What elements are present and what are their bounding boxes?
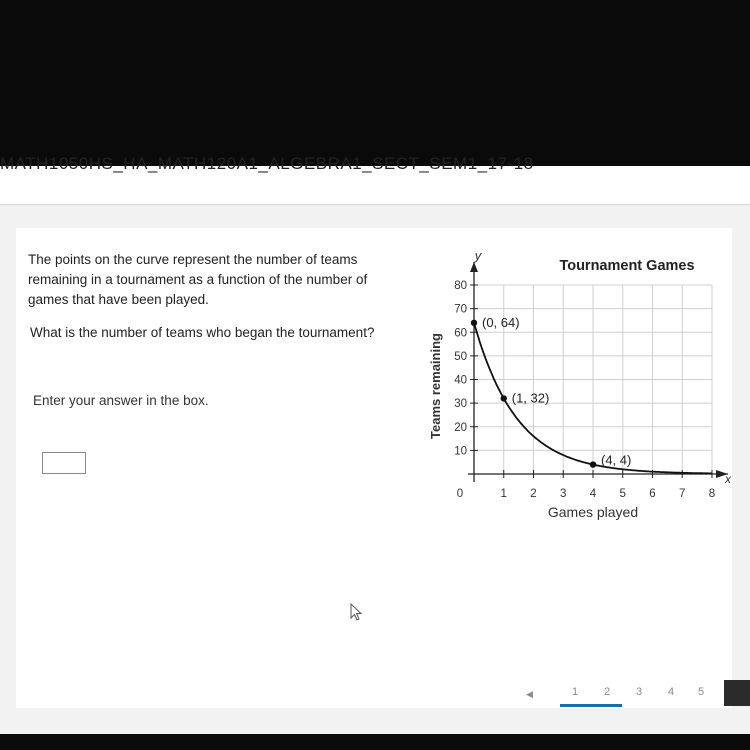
axes bbox=[468, 262, 728, 482]
x-tick-labels bbox=[501, 488, 716, 500]
next-page-button[interactable] bbox=[724, 680, 750, 706]
x-tick-label: 7 bbox=[679, 488, 686, 500]
x-tick-label: 4 bbox=[589, 488, 597, 500]
pagination bbox=[0, 680, 750, 720]
x-axis-label: Games played bbox=[547, 504, 639, 520]
question-ask: What is the number of teams who began the tournament? bbox=[30, 325, 375, 340]
x-tick-label: 2 bbox=[530, 488, 537, 500]
y-tick-label: 70 bbox=[454, 303, 467, 316]
mouse-pointer-icon bbox=[350, 603, 364, 623]
x-tick-label: 1 bbox=[500, 488, 507, 500]
data-point bbox=[590, 461, 596, 467]
y-tick-label: 20 bbox=[454, 421, 467, 434]
y-axis-letter: y bbox=[474, 248, 482, 263]
current-page-indicator bbox=[560, 704, 622, 707]
page-link[interactable]: 1 bbox=[572, 686, 579, 698]
y-axis-label: Teams remaining bbox=[428, 333, 443, 439]
y-tick-label: 40 bbox=[454, 374, 467, 387]
point-label: (0, 64) bbox=[482, 314, 520, 330]
question-intro: The points on the curve represent the number of teams remaining in a tournament as a function of the number of games that have been played. bbox=[28, 252, 368, 307]
x-tick-label: 5 bbox=[619, 488, 626, 500]
page-link-current[interactable]: 2 bbox=[604, 686, 611, 698]
data-points bbox=[471, 315, 632, 468]
data-point bbox=[501, 395, 507, 401]
x-axis-letter: x bbox=[725, 472, 731, 486]
grid-lines bbox=[474, 285, 712, 474]
chart-title: Tournament Games bbox=[559, 258, 695, 274]
course-title: MATH1050HS_HA_MATH120A1_ALGEBRA1_SECT_SEM1_17-18 bbox=[0, 154, 534, 173]
page-link[interactable]: 5 bbox=[698, 686, 705, 698]
triangle-left-icon[interactable]: ◀ bbox=[526, 689, 533, 699]
point-label: (1, 32) bbox=[511, 390, 550, 406]
x-tick-label: 3 bbox=[560, 488, 567, 500]
data-point bbox=[471, 320, 477, 326]
y-tick-label: 60 bbox=[454, 327, 467, 340]
page-link[interactable]: 3 bbox=[636, 686, 643, 698]
y-tick-label: 80 bbox=[454, 280, 467, 292]
x-tick-label: 8 bbox=[708, 488, 716, 500]
y-tick-label: 50 bbox=[454, 350, 467, 363]
answer-instructions: Enter your answer in the box. bbox=[33, 393, 209, 408]
x-tick-label: 6 bbox=[649, 488, 656, 500]
y-tick-label: 30 bbox=[454, 398, 467, 411]
origin-label: 0 bbox=[456, 488, 464, 500]
page-link[interactable]: 4 bbox=[668, 686, 675, 698]
point-label: (4, 4) bbox=[601, 452, 632, 468]
y-tick-label: 10 bbox=[454, 445, 467, 458]
y-tick-labels bbox=[454, 280, 467, 457]
y-axis-arrow-icon bbox=[470, 262, 478, 272]
